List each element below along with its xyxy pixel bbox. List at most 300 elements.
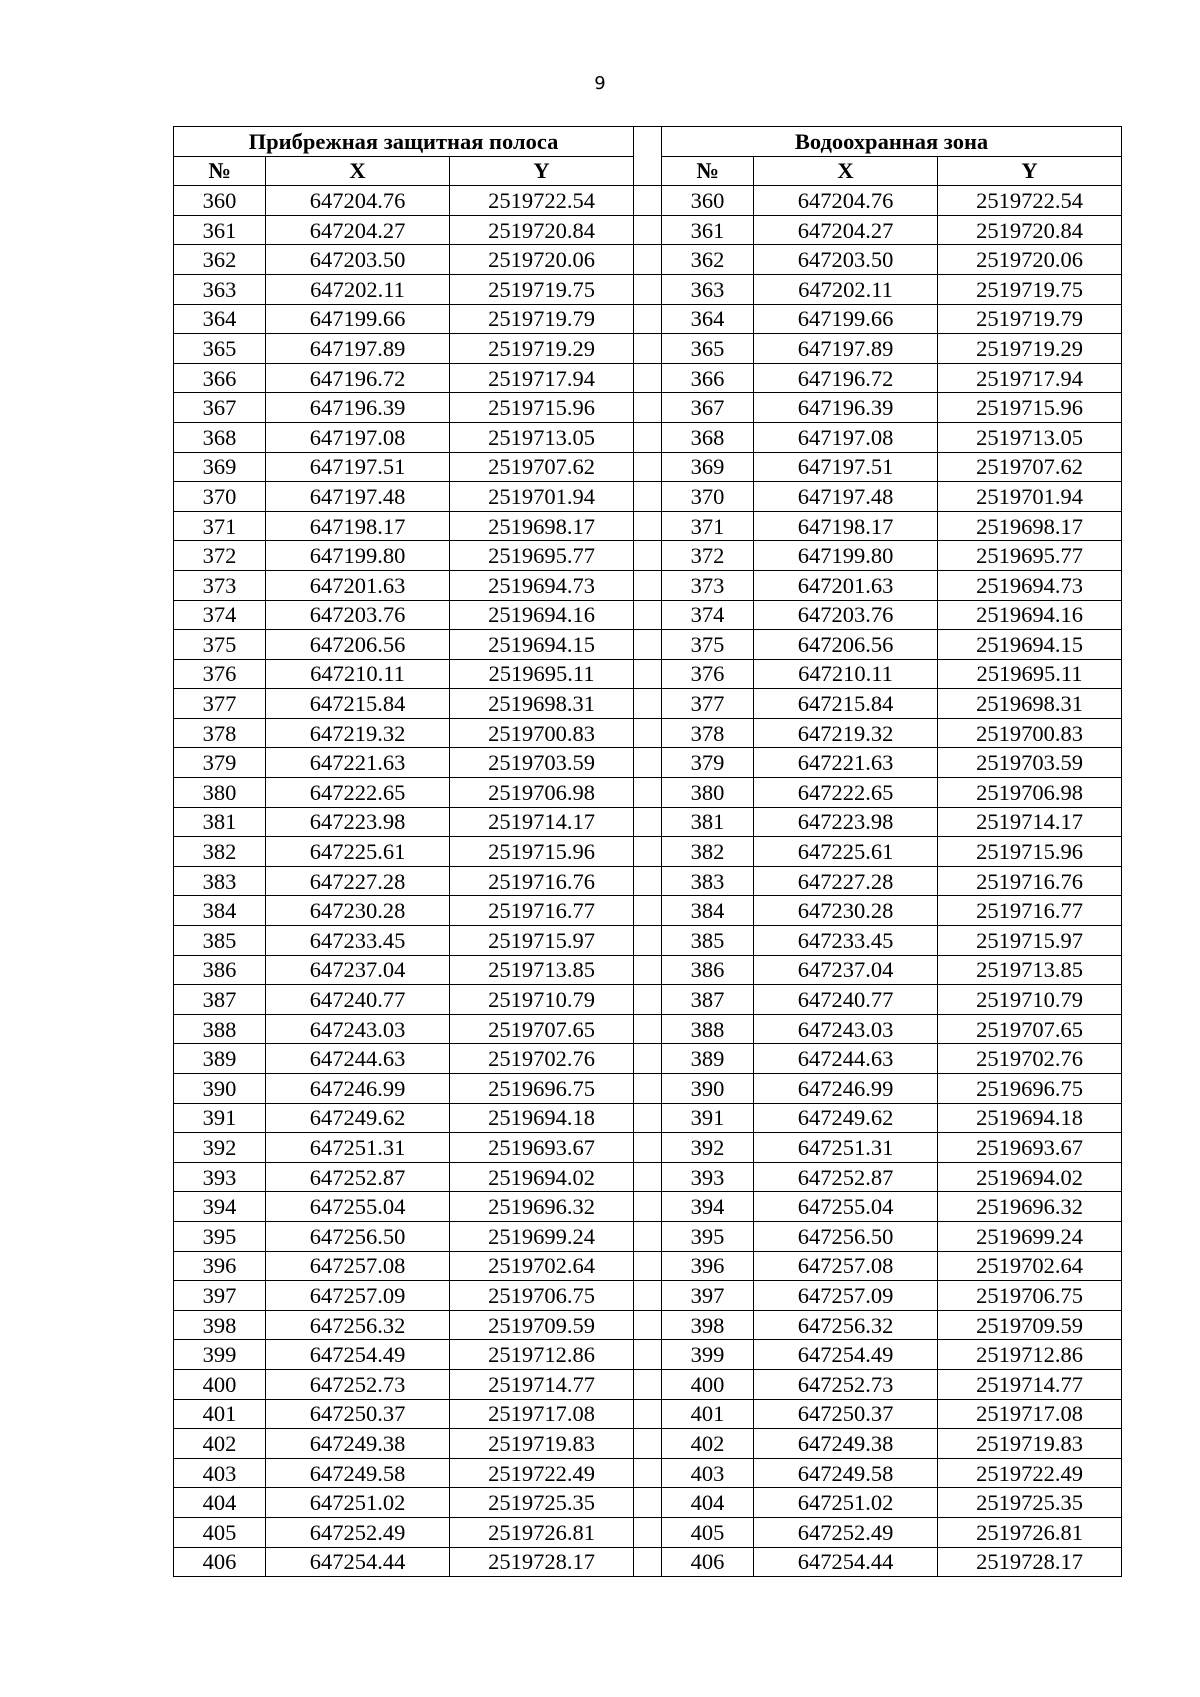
right-x-cell: 647204.76 (754, 186, 938, 216)
left-x-cell: 647237.04 (266, 955, 450, 985)
coordinates-table (173, 126, 1122, 1577)
table-row (174, 186, 1122, 216)
left-y-cell: 2519719.83 (450, 1429, 634, 1459)
right-y-cell: 2519716.76 (938, 866, 1122, 896)
left-y-cell: 2519713.05 (450, 422, 634, 452)
column-gap (634, 482, 662, 512)
left-x-cell: 647198.17 (266, 511, 450, 541)
left-y-cell: 2519695.77 (450, 541, 634, 571)
left-num-cell: 386 (174, 955, 266, 985)
left-num-cell: 381 (174, 807, 266, 837)
right-x-cell: 647223.98 (754, 807, 938, 837)
column-gap (634, 304, 662, 334)
left-x-cell: 647257.09 (266, 1281, 450, 1311)
left-y-cell: 2519694.16 (450, 600, 634, 630)
column-gap (634, 1488, 662, 1518)
right-x-cell: 647249.58 (754, 1458, 938, 1488)
right-x-header: X (754, 156, 938, 186)
left-num-cell: 398 (174, 1310, 266, 1340)
right-y-cell: 2519695.11 (938, 659, 1122, 689)
right-x-cell: 647225.61 (754, 837, 938, 867)
right-x-cell: 647250.37 (754, 1399, 938, 1429)
left-num-cell: 382 (174, 837, 266, 867)
column-gap (634, 570, 662, 600)
left-y-cell: 2519719.79 (450, 304, 634, 334)
right-x-cell: 647233.45 (754, 926, 938, 956)
left-num-cell: 380 (174, 778, 266, 808)
left-num-cell: 400 (174, 1369, 266, 1399)
right-x-cell: 647254.49 (754, 1340, 938, 1370)
left-num-cell: 387 (174, 985, 266, 1015)
left-x-cell: 647256.32 (266, 1310, 450, 1340)
right-x-cell: 647203.76 (754, 600, 938, 630)
right-x-cell: 647240.77 (754, 985, 938, 1015)
right-y-cell: 2519717.08 (938, 1399, 1122, 1429)
left-y-cell: 2519709.59 (450, 1310, 634, 1340)
left-num-cell: 402 (174, 1429, 266, 1459)
right-x-cell: 647201.63 (754, 570, 938, 600)
left-y-header: Y (450, 156, 634, 186)
left-num-cell: 366 (174, 363, 266, 393)
right-x-cell: 647256.32 (754, 1310, 938, 1340)
left-x-cell: 647199.66 (266, 304, 450, 334)
column-gap (634, 334, 662, 364)
left-num-cell: 390 (174, 1074, 266, 1104)
left-x-cell: 647252.73 (266, 1369, 450, 1399)
right-num-cell: 378 (662, 718, 754, 748)
right-y-cell: 2519701.94 (938, 482, 1122, 512)
table-row (174, 304, 1122, 334)
table-row (174, 600, 1122, 630)
table-row (174, 1517, 1122, 1547)
right-y-cell: 2519694.16 (938, 600, 1122, 630)
left-y-cell: 2519694.02 (450, 1162, 634, 1192)
right-x-cell: 647197.08 (754, 422, 938, 452)
right-num-cell: 403 (662, 1458, 754, 1488)
left-y-cell: 2519702.64 (450, 1251, 634, 1281)
right-x-cell: 647198.17 (754, 511, 938, 541)
left-y-cell: 2519694.73 (450, 570, 634, 600)
left-y-cell: 2519715.96 (450, 837, 634, 867)
right-num-cell: 398 (662, 1310, 754, 1340)
right-num-cell: 366 (662, 363, 754, 393)
left-num-cell: 405 (174, 1517, 266, 1547)
right-x-cell: 647210.11 (754, 659, 938, 689)
right-y-cell: 2519694.73 (938, 570, 1122, 600)
left-y-cell: 2519699.24 (450, 1221, 634, 1251)
right-num-cell: 397 (662, 1281, 754, 1311)
left-x-cell: 647219.32 (266, 718, 450, 748)
right-num-cell: 382 (662, 837, 754, 867)
left-num-cell: 384 (174, 896, 266, 926)
right-num-cell: 383 (662, 866, 754, 896)
right-num-cell: 386 (662, 955, 754, 985)
left-x-cell: 647196.72 (266, 363, 450, 393)
column-gap (634, 127, 662, 186)
left-y-cell: 2519715.96 (450, 393, 634, 423)
table-row (174, 748, 1122, 778)
left-x-cell: 647221.63 (266, 748, 450, 778)
left-x-cell: 647252.49 (266, 1517, 450, 1547)
right-y-cell: 2519713.85 (938, 955, 1122, 985)
column-gap (634, 926, 662, 956)
table-row (174, 866, 1122, 896)
left-num-cell: 399 (174, 1340, 266, 1370)
right-num-cell: 361 (662, 215, 754, 245)
left-y-cell: 2519720.84 (450, 215, 634, 245)
table-row (174, 245, 1122, 275)
left-x-cell: 647255.04 (266, 1192, 450, 1222)
right-num-cell: 377 (662, 689, 754, 719)
left-num-cell: 360 (174, 186, 266, 216)
right-num-cell: 368 (662, 422, 754, 452)
right-x-cell: 647219.32 (754, 718, 938, 748)
right-y-cell: 2519706.98 (938, 778, 1122, 808)
left-x-cell: 647254.44 (266, 1547, 450, 1577)
right-num-cell: 401 (662, 1399, 754, 1429)
right-num-cell: 405 (662, 1517, 754, 1547)
right-y-cell: 2519728.17 (938, 1547, 1122, 1577)
right-num-cell: 396 (662, 1251, 754, 1281)
left-x-cell: 647204.27 (266, 215, 450, 245)
left-x-cell: 647203.76 (266, 600, 450, 630)
column-gap (634, 1281, 662, 1311)
left-y-cell: 2519696.75 (450, 1074, 634, 1104)
left-y-cell: 2519703.59 (450, 748, 634, 778)
left-x-cell: 647201.63 (266, 570, 450, 600)
right-y-cell: 2519696.75 (938, 1074, 1122, 1104)
table-row (174, 1192, 1122, 1222)
right-y-cell: 2519707.62 (938, 452, 1122, 482)
left-x-cell: 647257.08 (266, 1251, 450, 1281)
left-x-cell: 647202.11 (266, 274, 450, 304)
right-x-cell: 647206.56 (754, 630, 938, 660)
left-x-cell: 647256.50 (266, 1221, 450, 1251)
right-x-cell: 647252.87 (754, 1162, 938, 1192)
right-num-cell: 373 (662, 570, 754, 600)
right-num-cell: 375 (662, 630, 754, 660)
column-gap (634, 1547, 662, 1577)
right-num-cell: 392 (662, 1133, 754, 1163)
right-num-cell: 371 (662, 511, 754, 541)
right-y-cell: 2519716.77 (938, 896, 1122, 926)
right-y-cell: 2519713.05 (938, 422, 1122, 452)
right-x-cell: 647196.72 (754, 363, 938, 393)
table-row (174, 1251, 1122, 1281)
left-num-cell: 404 (174, 1488, 266, 1518)
right-num-cell: 402 (662, 1429, 754, 1459)
table-row (174, 393, 1122, 423)
left-y-cell: 2519720.06 (450, 245, 634, 275)
left-num-cell: 361 (174, 215, 266, 245)
right-y-cell: 2519719.79 (938, 304, 1122, 334)
right-y-cell: 2519726.81 (938, 1517, 1122, 1547)
column-gap (634, 1221, 662, 1251)
right-num-cell: 391 (662, 1103, 754, 1133)
table-row (174, 422, 1122, 452)
table-row (174, 1221, 1122, 1251)
right-num-cell: 393 (662, 1162, 754, 1192)
left-y-cell: 2519716.77 (450, 896, 634, 926)
table-row (174, 689, 1122, 719)
left-x-cell: 647215.84 (266, 689, 450, 719)
right-y-cell: 2519709.59 (938, 1310, 1122, 1340)
right-num-cell: 367 (662, 393, 754, 423)
left-num-cell: 403 (174, 1458, 266, 1488)
left-num-cell: 368 (174, 422, 266, 452)
table-row (174, 1340, 1122, 1370)
column-gap (634, 1162, 662, 1192)
column-gap (634, 1133, 662, 1163)
right-num-cell: 385 (662, 926, 754, 956)
right-x-cell: 647199.80 (754, 541, 938, 571)
right-num-cell: 369 (662, 452, 754, 482)
left-y-cell: 2519717.94 (450, 363, 634, 393)
column-gap (634, 1074, 662, 1104)
left-x-cell: 647222.65 (266, 778, 450, 808)
right-num-cell: 404 (662, 1488, 754, 1518)
column-gap (634, 452, 662, 482)
column-gap (634, 1340, 662, 1370)
left-num-cell: 394 (174, 1192, 266, 1222)
right-num-cell: 395 (662, 1221, 754, 1251)
right-y-cell: 2519720.06 (938, 245, 1122, 275)
right-num-cell: 399 (662, 1340, 754, 1370)
right-num-cell: 394 (662, 1192, 754, 1222)
table-body (174, 186, 1122, 1577)
left-y-cell: 2519706.98 (450, 778, 634, 808)
right-y-cell: 2519725.35 (938, 1488, 1122, 1518)
column-gap (634, 1369, 662, 1399)
left-x-cell: 647244.63 (266, 1044, 450, 1074)
right-x-cell: 647204.27 (754, 215, 938, 245)
right-y-cell: 2519714.17 (938, 807, 1122, 837)
right-num-cell: 376 (662, 659, 754, 689)
table-row (174, 837, 1122, 867)
left-x-cell: 647197.89 (266, 334, 450, 364)
right-y-cell: 2519722.49 (938, 1458, 1122, 1488)
left-y-cell: 2519698.31 (450, 689, 634, 719)
column-gap (634, 866, 662, 896)
left-y-cell: 2519714.77 (450, 1369, 634, 1399)
right-y-cell: 2519694.15 (938, 630, 1122, 660)
left-num-cell: 362 (174, 245, 266, 275)
right-x-cell: 647221.63 (754, 748, 938, 778)
column-gap (634, 718, 662, 748)
right-y-cell: 2519722.54 (938, 186, 1122, 216)
right-y-cell: 2519693.67 (938, 1133, 1122, 1163)
column-gap (634, 1429, 662, 1459)
left-num-cell: 393 (174, 1162, 266, 1192)
right-x-cell: 647227.28 (754, 866, 938, 896)
right-x-cell: 647196.39 (754, 393, 938, 423)
left-x-cell: 647230.28 (266, 896, 450, 926)
left-x-cell: 647251.31 (266, 1133, 450, 1163)
right-x-cell: 647197.89 (754, 334, 938, 364)
right-y-cell: 2519715.97 (938, 926, 1122, 956)
right-num-cell: 390 (662, 1074, 754, 1104)
left-x-cell: 647240.77 (266, 985, 450, 1015)
table-row (174, 1310, 1122, 1340)
column-gap (634, 1103, 662, 1133)
table-row (174, 274, 1122, 304)
right-x-cell: 647246.99 (754, 1074, 938, 1104)
right-y-cell: 2519719.75 (938, 274, 1122, 304)
right-y-cell: 2519694.02 (938, 1162, 1122, 1192)
table-row (174, 896, 1122, 926)
table-row (174, 1458, 1122, 1488)
left-y-cell: 2519701.94 (450, 482, 634, 512)
right-y-cell: 2519712.86 (938, 1340, 1122, 1370)
right-num-cell: 379 (662, 748, 754, 778)
left-x-cell: 647223.98 (266, 807, 450, 837)
left-y-cell: 2519702.76 (450, 1044, 634, 1074)
right-y-cell: 2519702.64 (938, 1251, 1122, 1281)
right-y-header: Y (938, 156, 1122, 186)
left-num-cell: 365 (174, 334, 266, 364)
right-num-cell: 365 (662, 334, 754, 364)
left-x-cell: 647249.62 (266, 1103, 450, 1133)
right-num-cell: 388 (662, 1014, 754, 1044)
right-x-cell: 647203.50 (754, 245, 938, 275)
left-num-cell: 363 (174, 274, 266, 304)
table-row (174, 1133, 1122, 1163)
left-num-cell: 389 (174, 1044, 266, 1074)
left-num-cell: 364 (174, 304, 266, 334)
left-num-cell: 397 (174, 1281, 266, 1311)
right-y-cell: 2519707.65 (938, 1014, 1122, 1044)
column-gap (634, 215, 662, 245)
left-x-cell: 647210.11 (266, 659, 450, 689)
right-num-cell: 363 (662, 274, 754, 304)
column-gap (634, 955, 662, 985)
left-num-cell: 385 (174, 926, 266, 956)
column-gap (634, 1192, 662, 1222)
right-x-cell: 647251.31 (754, 1133, 938, 1163)
table-row (174, 1488, 1122, 1518)
table-row (174, 1369, 1122, 1399)
left-num-cell: 378 (174, 718, 266, 748)
right-y-cell: 2519719.83 (938, 1429, 1122, 1459)
right-y-cell: 2519717.94 (938, 363, 1122, 393)
right-y-cell: 2519695.77 (938, 541, 1122, 571)
right-y-cell: 2519702.76 (938, 1044, 1122, 1074)
column-gap (634, 274, 662, 304)
left-num-cell: 406 (174, 1547, 266, 1577)
right-num-cell: 381 (662, 807, 754, 837)
left-y-cell: 2519722.49 (450, 1458, 634, 1488)
column-gap (634, 1251, 662, 1281)
table-row (174, 1044, 1122, 1074)
left-x-cell: 647197.51 (266, 452, 450, 482)
table-row (174, 718, 1122, 748)
table-row (174, 1547, 1122, 1577)
left-num-cell: 377 (174, 689, 266, 719)
right-x-cell: 647256.50 (754, 1221, 938, 1251)
column-gap (634, 630, 662, 660)
left-y-cell: 2519719.75 (450, 274, 634, 304)
left-x-cell: 647252.87 (266, 1162, 450, 1192)
left-num-cell: 367 (174, 393, 266, 423)
left-y-cell: 2519698.17 (450, 511, 634, 541)
right-x-cell: 647244.63 (754, 1044, 938, 1074)
right-x-cell: 647199.66 (754, 304, 938, 334)
left-x-cell: 647197.48 (266, 482, 450, 512)
right-x-cell: 647197.51 (754, 452, 938, 482)
table-row (174, 1429, 1122, 1459)
left-num-cell: 370 (174, 482, 266, 512)
column-gap (634, 1310, 662, 1340)
left-x-header: X (266, 156, 450, 186)
column-gap (634, 778, 662, 808)
column-gap (634, 393, 662, 423)
right-x-cell: 647249.38 (754, 1429, 938, 1459)
left-x-cell: 647250.37 (266, 1399, 450, 1429)
left-y-cell: 2519713.85 (450, 955, 634, 985)
table-row (174, 985, 1122, 1015)
table-title-row (174, 127, 1122, 157)
table-row (174, 1281, 1122, 1311)
column-gap (634, 689, 662, 719)
right-num-cell: 372 (662, 541, 754, 571)
left-x-cell: 647197.08 (266, 422, 450, 452)
right-x-cell: 647257.08 (754, 1251, 938, 1281)
column-gap (634, 1458, 662, 1488)
right-x-cell: 647202.11 (754, 274, 938, 304)
left-x-cell: 647225.61 (266, 837, 450, 867)
column-gap (634, 896, 662, 926)
right-y-cell: 2519698.17 (938, 511, 1122, 541)
left-y-cell: 2519694.18 (450, 1103, 634, 1133)
left-y-cell: 2519726.81 (450, 1517, 634, 1547)
table-row (174, 1399, 1122, 1429)
right-num-cell: 389 (662, 1044, 754, 1074)
left-y-cell: 2519710.79 (450, 985, 634, 1015)
left-y-cell: 2519707.65 (450, 1014, 634, 1044)
left-y-cell: 2519700.83 (450, 718, 634, 748)
table-row (174, 1162, 1122, 1192)
left-y-cell: 2519719.29 (450, 334, 634, 364)
left-x-cell: 647233.45 (266, 926, 450, 956)
right-num-cell: 387 (662, 985, 754, 1015)
table-row (174, 541, 1122, 571)
left-num-cell: 373 (174, 570, 266, 600)
left-x-cell: 647243.03 (266, 1014, 450, 1044)
right-num-cell: 400 (662, 1369, 754, 1399)
right-x-cell: 647243.03 (754, 1014, 938, 1044)
table-row (174, 926, 1122, 956)
left-num-cell: 376 (174, 659, 266, 689)
left-y-cell: 2519728.17 (450, 1547, 634, 1577)
right-x-cell: 647252.49 (754, 1517, 938, 1547)
left-num-cell: 392 (174, 1133, 266, 1163)
right-y-cell: 2519715.96 (938, 393, 1122, 423)
left-y-cell: 2519712.86 (450, 1340, 634, 1370)
left-num-cell: 396 (174, 1251, 266, 1281)
left-x-cell: 647203.50 (266, 245, 450, 275)
left-y-cell: 2519695.11 (450, 659, 634, 689)
left-y-cell: 2519706.75 (450, 1281, 634, 1311)
left-x-cell: 647206.56 (266, 630, 450, 660)
column-gap (634, 422, 662, 452)
left-x-cell: 647204.76 (266, 186, 450, 216)
right-y-cell: 2519700.83 (938, 718, 1122, 748)
left-x-cell: 647254.49 (266, 1340, 450, 1370)
right-x-cell: 647249.62 (754, 1103, 938, 1133)
column-gap (634, 985, 662, 1015)
table-row (174, 1014, 1122, 1044)
right-y-cell: 2519706.75 (938, 1281, 1122, 1311)
